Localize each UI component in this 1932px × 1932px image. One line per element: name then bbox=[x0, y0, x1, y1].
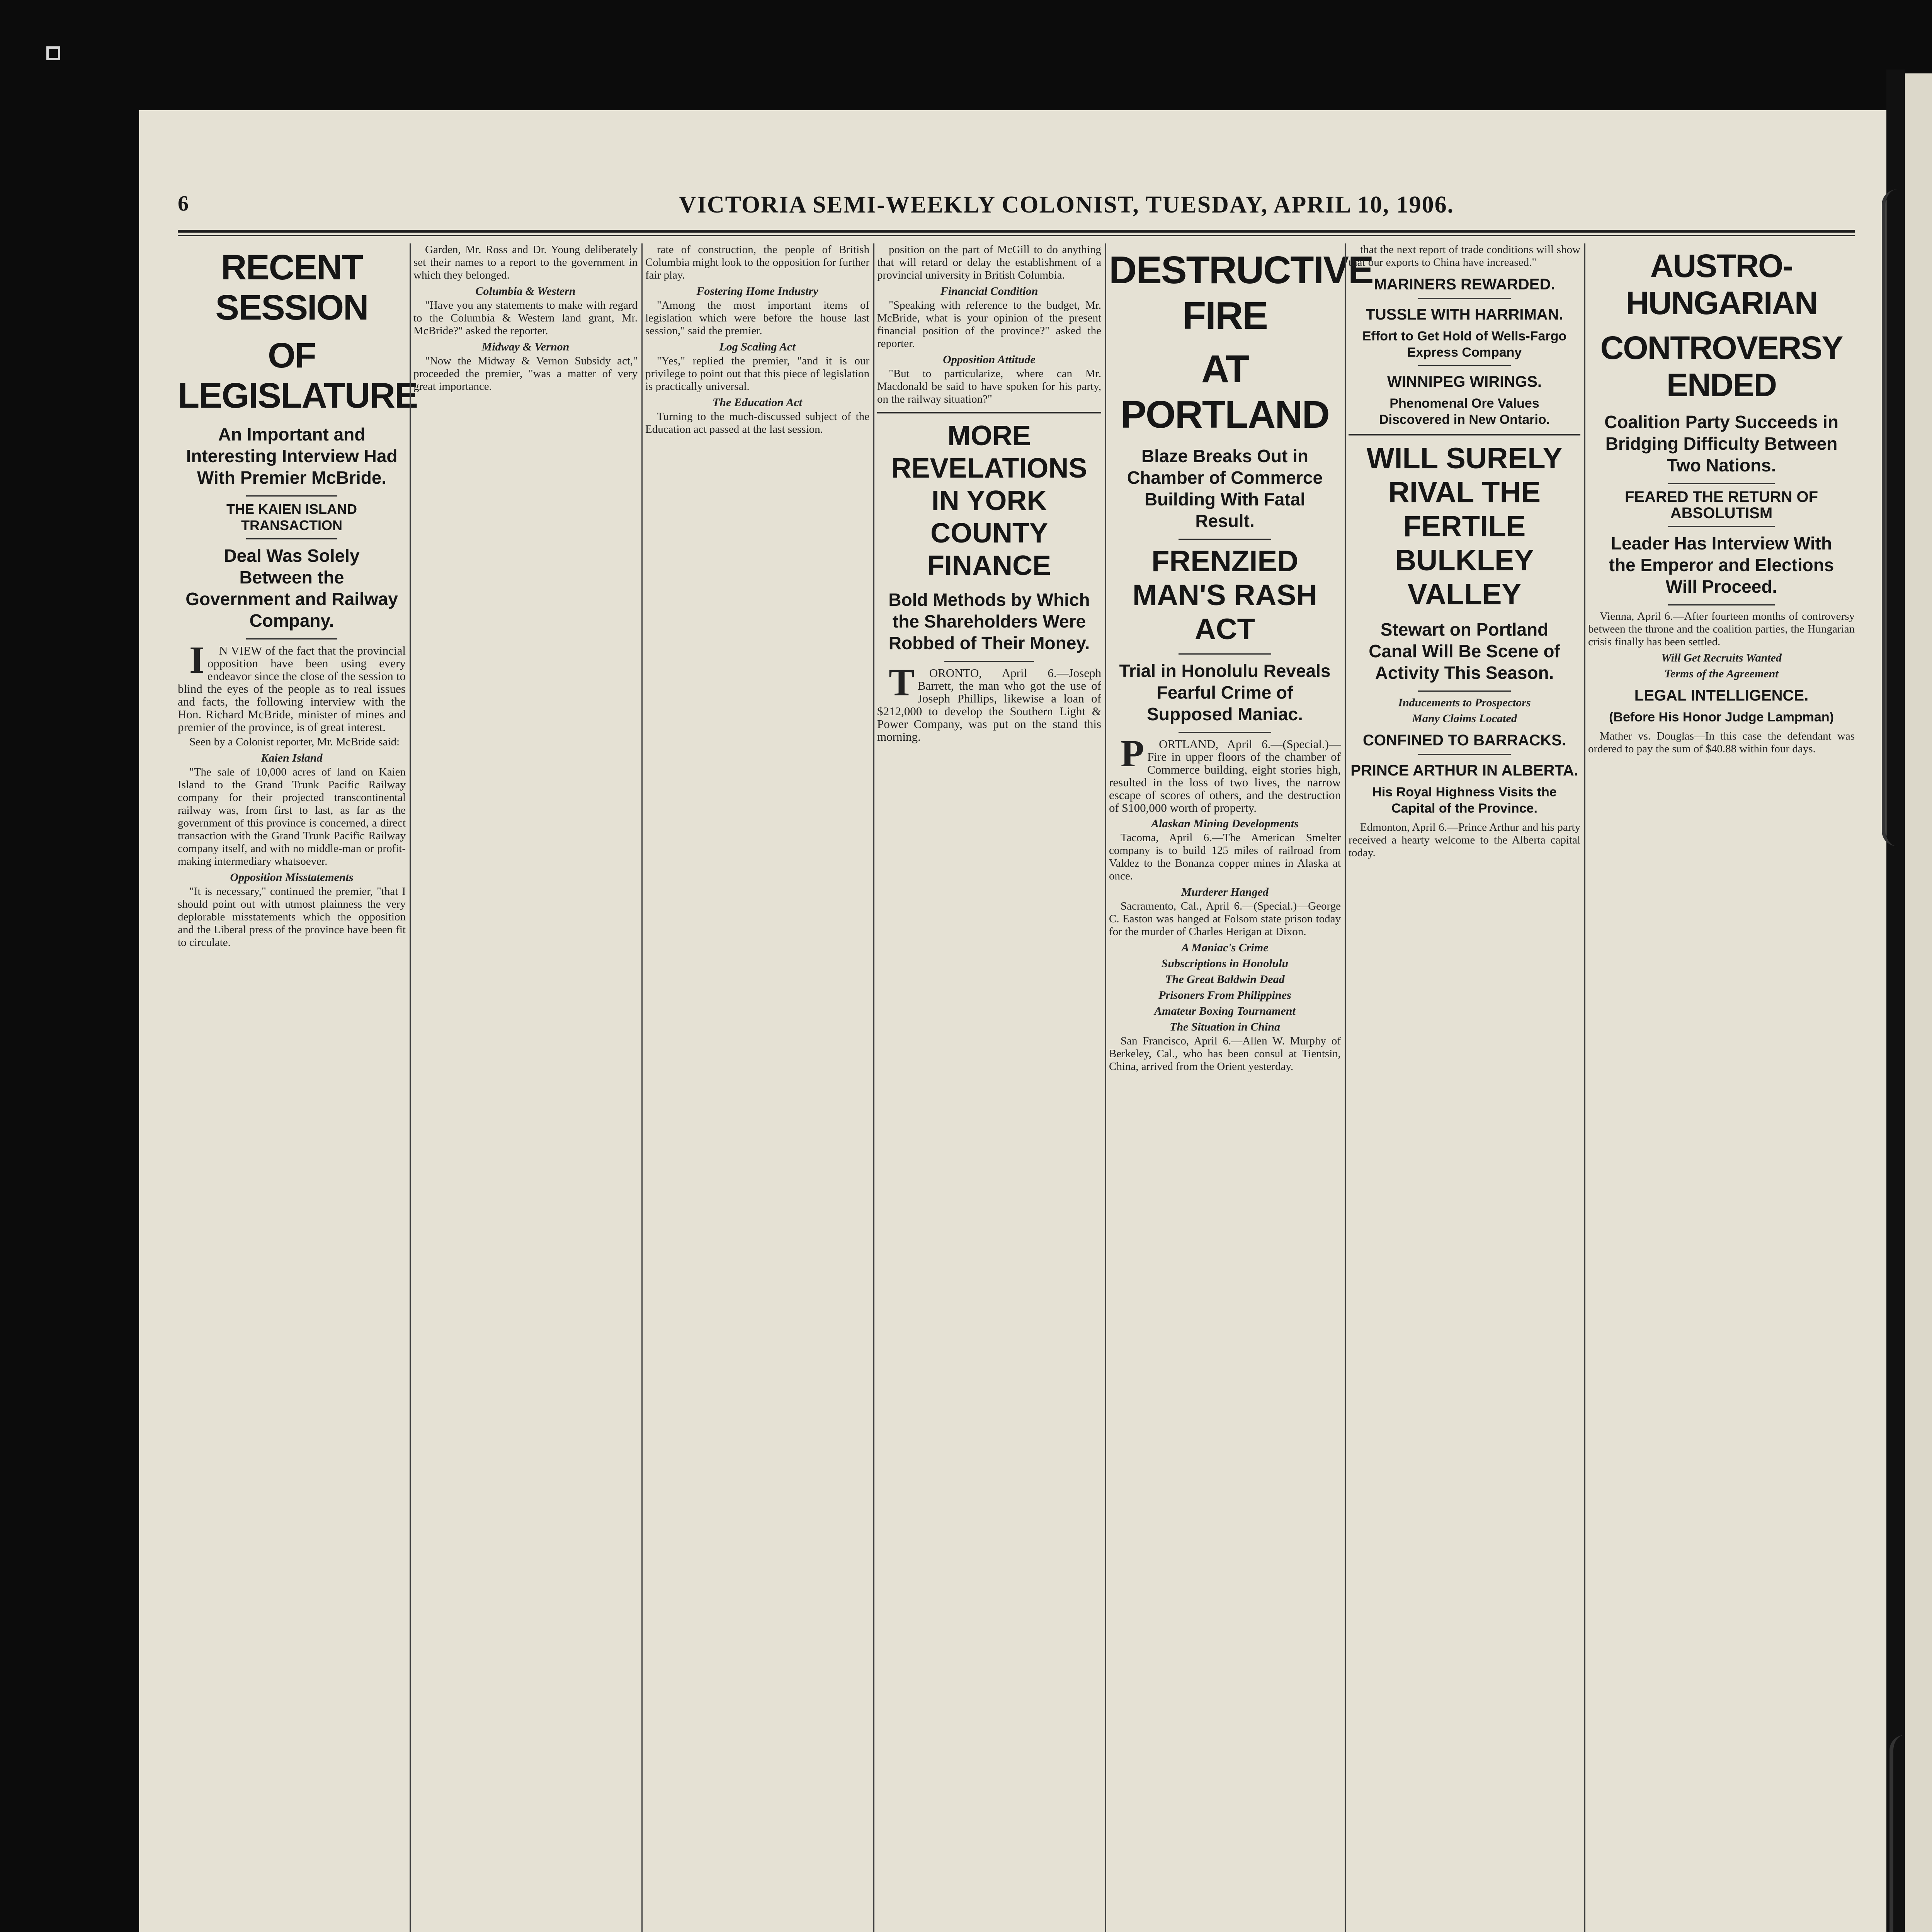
paragraph: Turning to the much-discussed subject of the Education act passed at the last session. bbox=[645, 410, 869, 435]
column-1 bbox=[178, 243, 418, 1932]
paragraph: San Francisco, April 6.—Allen W. Murphy of Berkeley, Cal., who has been consul at Tientsin, China, arrived from the Orient yesterday. bbox=[1109, 1035, 1341, 1073]
headline: AUSTRO-HUNGARIAN bbox=[1626, 248, 1817, 321]
section-head: The Situation in China bbox=[1170, 1020, 1280, 1033]
column-rule bbox=[641, 243, 643, 1932]
subhead: TUSSLE WITH HARRIMAN. bbox=[1366, 306, 1563, 323]
subhead: FEARED THE RETURN OF ABSOLUTISM bbox=[1625, 488, 1818, 522]
headline: AT PORTLAND bbox=[1121, 347, 1329, 436]
deck: Bold Methods by Which the Shareholders Were Robbed of Their Money. bbox=[888, 590, 1090, 653]
headline: WILL SURELY RIVAL THE FERTILE BULKLEY VALLEY bbox=[1366, 442, 1563, 611]
headline: CONTROVERSY ENDED bbox=[1600, 330, 1843, 403]
paragraph: "Have you any statements to make with regard to the Columbia & Western land grant, Mr. McBride?" asked the reporter. bbox=[413, 299, 638, 337]
section-head: Columbia & Western bbox=[475, 285, 576, 298]
section-head: A Maniac's Crime bbox=[1181, 941, 1269, 954]
divider bbox=[944, 661, 1034, 662]
divider bbox=[1668, 604, 1775, 605]
deck: (Before His Honor Judge Lampman) bbox=[1609, 710, 1834, 724]
article-body bbox=[645, 243, 869, 436]
section-head: Financial Condition bbox=[940, 285, 1038, 298]
page-header bbox=[178, 191, 1855, 226]
deck: Coalition Party Succeeds in Bridging Difficulty Between Two Nations. bbox=[1604, 412, 1838, 475]
masthead: VICTORIA SEMI-WEEKLY COLONIST, TUESDAY, APRIL 10, 1906. bbox=[679, 192, 1454, 218]
column-5 bbox=[1109, 243, 1373, 1932]
paragraph: Edmonton, April 6.—Prince Arthur and his party received a hearty welcome to the Alberta capital today. bbox=[1349, 821, 1580, 859]
deck: Stewart on Portland Canal Will Be Scene of Activity This Season. bbox=[1369, 619, 1560, 683]
subhead: CONFINED TO BARRACKS. bbox=[1363, 732, 1566, 749]
column-rule bbox=[410, 243, 411, 1932]
subhead: PRINCE ARTHUR IN ALBERTA. bbox=[1350, 762, 1578, 779]
paragraph: "It is necessary," continued the premier, "that I should point out with utmost plainness the very deplorable misstatements which the opposition and the Liberal press of the province have been fit to circulate. bbox=[178, 885, 406, 949]
section-head: The Great Baldwin Dead bbox=[1165, 973, 1285, 986]
section-head: Amateur Boxing Tournament bbox=[1154, 1005, 1296, 1017]
deck: Leader Has Interview With the Emperor and Elections Will Proceed. bbox=[1609, 533, 1834, 597]
adjacent-page bbox=[1905, 73, 1932, 1932]
paragraph: "But to particularize, where can Mr. Macdonald be said to have spoken for his party, on the railway situation?" bbox=[877, 367, 1101, 405]
subhead: MARINERS REWARDED. bbox=[1374, 276, 1555, 293]
registration-mark bbox=[46, 46, 60, 60]
headline: MORE REVELATIONS IN YORK COUNTY FINANCE bbox=[891, 420, 1087, 581]
article-body bbox=[1588, 610, 1855, 680]
paragraph: rate of construction, the people of British Columbia might look to the opposition for further fair play. bbox=[645, 243, 869, 281]
column-2 bbox=[413, 243, 638, 1932]
paragraph: Garden, Mr. Ross and Dr. Young deliberately set their names to a report to the government in which they belonged. bbox=[413, 243, 638, 281]
section-head: Subscriptions in Honolulu bbox=[1161, 957, 1289, 970]
lead-paragraph: IN VIEW of the fact that the provincial opposition have been using every endeavor since the close of the session to blind the eyes of the people as to real issues and facts, the following interview with the Hon. Richard McBride, minister of mines and premier of the province, is of great interest. bbox=[178, 638, 406, 734]
section-head: Murderer Hanged bbox=[1181, 886, 1269, 898]
column-4 bbox=[877, 243, 1101, 1932]
divider bbox=[1179, 653, 1271, 655]
deck: An Important and Interesting Interview Had With Premier McBride. bbox=[186, 424, 398, 488]
section-head: Inducements to Prospectors bbox=[1398, 696, 1531, 709]
column-3 bbox=[645, 243, 869, 1932]
section-head: Opposition Misstatements bbox=[230, 871, 354, 884]
deck: Effort to Get Hold of Wells-Fargo Express Company bbox=[1362, 329, 1567, 360]
ornamental-border bbox=[1882, 189, 1932, 846]
article-body bbox=[413, 243, 638, 393]
paragraph: that the next report of trade conditions will show that our exports to China have increased." bbox=[1349, 243, 1580, 269]
section-head: The Education Act bbox=[712, 396, 803, 409]
divider bbox=[877, 412, 1101, 413]
divider bbox=[246, 638, 337, 639]
section-head: Many Claims Located bbox=[1412, 712, 1517, 725]
deck: Phenomenal Ore Values Discovered in New Ontario. bbox=[1379, 396, 1550, 427]
paragraph: Tacoma, April 6.—The American Smelter company is to build 125 miles of railroad from Valdez to the Bonanza copper mines in Alaska at once. bbox=[1109, 832, 1341, 882]
subhead: WINNIPEG WIRINGS. bbox=[1387, 373, 1542, 390]
section-head: Log Scaling Act bbox=[719, 340, 796, 353]
headline: OF LEGISLATURE bbox=[178, 336, 418, 415]
headline: FRENZIED MAN'S RASH ACT bbox=[1132, 545, 1318, 646]
lead-paragraph: PORTLAND, April 6.—(Special.)—Fire in upper floors of the chamber of Commerce building, eight stories high, resulted in the loss of two lives, the narrow escape of scores of others, and the destruction of $100,000 worth of property. bbox=[1109, 732, 1341, 815]
column-rule bbox=[1584, 243, 1585, 1932]
divider bbox=[1668, 526, 1775, 527]
divider bbox=[1418, 298, 1511, 299]
deck: Blaze Breaks Out in Chamber of Commerce Building With Fatal Result. bbox=[1127, 446, 1323, 531]
divider bbox=[1179, 539, 1271, 540]
section-head: Midway & Vernon bbox=[481, 340, 570, 353]
paragraph: "Among the most important items of legislation which were before the house last session," said the premier. bbox=[645, 299, 869, 337]
paragraph: "Speaking with reference to the budget, Mr. McBride, what is your opinion of the present financial position of the province?" asked the reporter. bbox=[877, 299, 1101, 350]
paragraph: position on the part of McGill to do anything that will retard or delay the establishment of a provincial university in British Columbia. bbox=[877, 243, 1101, 281]
divider bbox=[1418, 365, 1511, 366]
article-body bbox=[1349, 696, 1580, 725]
deck: Trial in Honolulu Reveals Fearful Crime of Supposed Maniac. bbox=[1119, 661, 1331, 724]
ornamental-border bbox=[1889, 1735, 1932, 1932]
paragraph: "The sale of 10,000 acres of land on Kaien Island to the Grand Trunk Pacific Railway company for their projected transcontinental railway was, from first to last, as far as the government of this province is concerned, a direct transaction with the Grand Trunk Pacific Railway company itself, and with no middle-man or profit-making intermediary whatsoever. bbox=[178, 766, 406, 867]
section-head: Will Get Recruits Wanted bbox=[1661, 651, 1782, 664]
article-body bbox=[1109, 732, 1341, 1073]
paragraph: Sacramento, Cal., April 6.—(Special.)—George C. Easton was hanged at Folsom state prison today for the murder of Charles Herigan at Dixon. bbox=[1109, 900, 1341, 938]
lead-paragraph: TORONTO, April 6.—Joseph Barrett, the man who got the use of Joseph Phillips, likewise a loan of $212,000 to develop the Southern Light & Power Company, was put on the stand this morning. bbox=[877, 661, 1101, 743]
subhead: LEGAL INTELLIGENCE. bbox=[1634, 687, 1809, 704]
column-rule bbox=[1345, 243, 1346, 1932]
section-head: Alaskan Mining Developments bbox=[1151, 817, 1299, 830]
paragraph: Seen by a Colonist reporter, Mr. McBride said: bbox=[189, 736, 400, 748]
article-body bbox=[178, 638, 406, 949]
divider bbox=[1418, 690, 1511, 692]
newspaper-page bbox=[139, 110, 1886, 1932]
article-body bbox=[877, 661, 1101, 743]
divider bbox=[1418, 754, 1511, 755]
article-body bbox=[1349, 821, 1580, 859]
section-head: Opposition Attitude bbox=[943, 353, 1036, 366]
column-rule bbox=[873, 243, 874, 1932]
page-number: 6 bbox=[178, 192, 189, 216]
section-head: Kaien Island bbox=[261, 752, 323, 764]
article-body bbox=[1588, 730, 1855, 755]
divider bbox=[1349, 434, 1580, 435]
column-rule bbox=[1105, 243, 1106, 1932]
header-rule bbox=[178, 230, 1855, 236]
divider bbox=[1668, 483, 1775, 484]
paragraph: Vienna, April 6.—After fourteen months of controversy between the throne and the coalition parties, the Hungarian crisis finally has been settled. bbox=[1588, 610, 1855, 648]
paragraph: "Yes," replied the premier, "and it is our privilege to point out that this piece of legislation is practically universal. bbox=[645, 355, 869, 393]
deck: Deal Was Solely Between the Government and Railway Company. bbox=[185, 546, 398, 631]
article-body bbox=[1349, 243, 1580, 269]
article-body bbox=[877, 243, 1101, 406]
paragraph: "Now the Midway & Vernon Subsidy act," proceeded the premier, "was a matter of very great importance. bbox=[413, 355, 638, 393]
divider bbox=[246, 538, 337, 539]
paragraph: Mather vs. Douglas—In this case the defendant was ordered to pay the sum of $40.88 within four days. bbox=[1588, 730, 1855, 755]
headline: RECENT SESSION bbox=[215, 248, 368, 327]
subhead: THE KAIEN ISLAND TRANSACTION bbox=[226, 501, 357, 533]
column-7 bbox=[1588, 243, 1855, 1932]
divider bbox=[1179, 732, 1271, 733]
section-head: Fostering Home Industry bbox=[696, 285, 818, 298]
section-head: Prisoners From Philippines bbox=[1158, 989, 1291, 1002]
headline: DESTRUCTIVE FIRE bbox=[1109, 248, 1373, 337]
section-head: Terms of the Agreement bbox=[1664, 667, 1779, 680]
divider bbox=[246, 495, 337, 497]
column-6 bbox=[1349, 243, 1580, 1932]
deck: His Royal Highness Visits the Capital of the Province. bbox=[1372, 785, 1557, 816]
